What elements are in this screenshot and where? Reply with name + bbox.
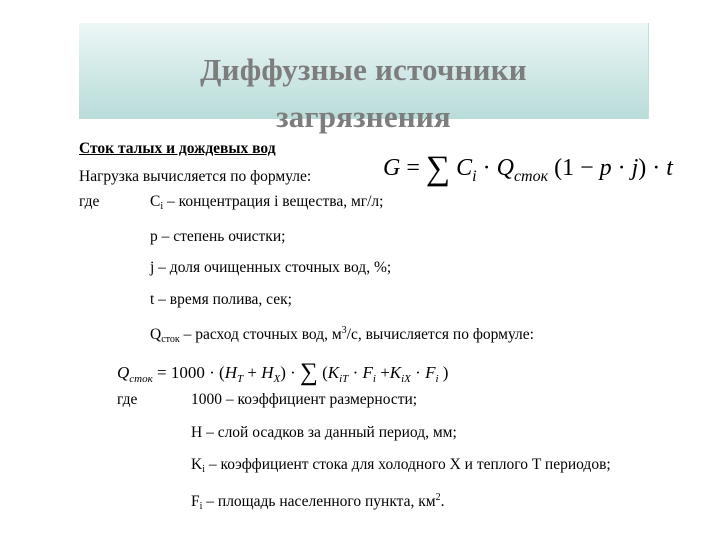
p-definition: p – степень очистки; <box>150 228 286 245</box>
fi-description-2: . <box>440 493 445 510</box>
q-superscript: 3 <box>341 325 347 336</box>
f2-hx: H <box>261 363 274 382</box>
fi-definition <box>191 489 444 516</box>
f2-h: H <box>224 363 237 382</box>
f2-hx-sub: X <box>273 373 281 385</box>
slide-title-line-1: Диффузные источники <box>200 52 527 87</box>
f2-k2: K <box>389 363 402 382</box>
formula-eq: = <box>400 155 426 181</box>
q-description-1: – расход сточных вод, м <box>179 326 342 343</box>
formula-c: C <box>450 155 473 181</box>
formula-dot1: · <box>476 155 497 181</box>
f2-close2: ) <box>438 363 449 382</box>
f2-plus1: + <box>243 363 262 382</box>
fi-description-1: – площадь населенного пункта, км <box>202 493 436 510</box>
ki-symbol: K <box>191 456 203 473</box>
f2-f-sub: i <box>372 373 376 385</box>
f2-k-sub: iT <box>339 373 349 385</box>
f2-dot1: · <box>348 363 363 382</box>
q-definition <box>150 322 534 349</box>
ki-definition <box>191 456 611 479</box>
fi-subscript: i <box>199 501 203 512</box>
t-definition: t – время полива, сек; <box>150 291 292 308</box>
ci-definition <box>150 193 383 216</box>
k1000-definition: 1000 – коэффициент размерности; <box>191 391 418 408</box>
f2-q-sub: сток <box>129 373 153 385</box>
formula-rest1: (1 − <box>548 155 600 181</box>
f2-f2-sub: i <box>435 373 439 385</box>
f2-f2: F <box>425 363 436 382</box>
h-definition: H – слой осадков за данный период, мм; <box>191 424 457 441</box>
sum-symbol-2: ∑ <box>300 359 318 386</box>
title-banner <box>79 23 649 134</box>
f2-close1: ) · <box>280 363 301 382</box>
q-subscript: сток <box>161 334 180 345</box>
formula-dot2: · <box>611 155 632 181</box>
q-description-2: /с, вычисляется по формуле: <box>346 326 534 343</box>
fi-superscript: 2 <box>435 492 441 503</box>
ci-description: – концентрация i вещества, мг/л; <box>163 193 384 210</box>
formula-rest2: ) · <box>638 155 667 181</box>
f2-eq: = 1000 · ( <box>152 363 225 382</box>
fi-symbol: F <box>191 493 200 510</box>
ci-symbol: C <box>150 193 161 210</box>
formula-j: j <box>631 155 639 181</box>
slide-title-line-2: загрязнения <box>276 99 451 134</box>
f2-h-sub: T <box>236 373 244 385</box>
ki-description: – коэффициент стока для холодного X и теплого T периодов; <box>204 456 611 473</box>
f2-dot2: · <box>410 363 426 382</box>
sum-symbol: ∑ <box>425 150 451 187</box>
formula-t: t <box>666 155 673 181</box>
formula-lhs: G <box>383 155 401 181</box>
load-formula <box>383 146 673 186</box>
j-definition: j – доля очищенных сточных вод, %; <box>150 259 392 276</box>
f2-open2: ( <box>317 363 328 382</box>
ki-subscript: i <box>202 464 205 475</box>
flow-formula <box>117 357 448 385</box>
formula-q-sub: сток <box>513 168 549 185</box>
f2-q: Q <box>117 363 130 382</box>
f2-f: F <box>362 363 373 382</box>
q-symbol: Q <box>150 326 162 343</box>
section-heading: Сток талых и дождевых вод <box>79 140 276 157</box>
f2-k: K <box>327 363 340 382</box>
where-label-2: где <box>117 391 138 408</box>
ci-subscript: i <box>160 201 164 212</box>
f2-k2-sub: iX <box>401 373 411 385</box>
intro-text: Нагрузка вычисляется по формуле: <box>79 168 312 185</box>
formula-q: Q <box>496 155 514 181</box>
where-label-1: где <box>79 193 100 210</box>
formula-c-sub: i <box>472 168 477 185</box>
f2-plus2: + <box>375 363 390 382</box>
formula-p: p <box>599 155 612 181</box>
